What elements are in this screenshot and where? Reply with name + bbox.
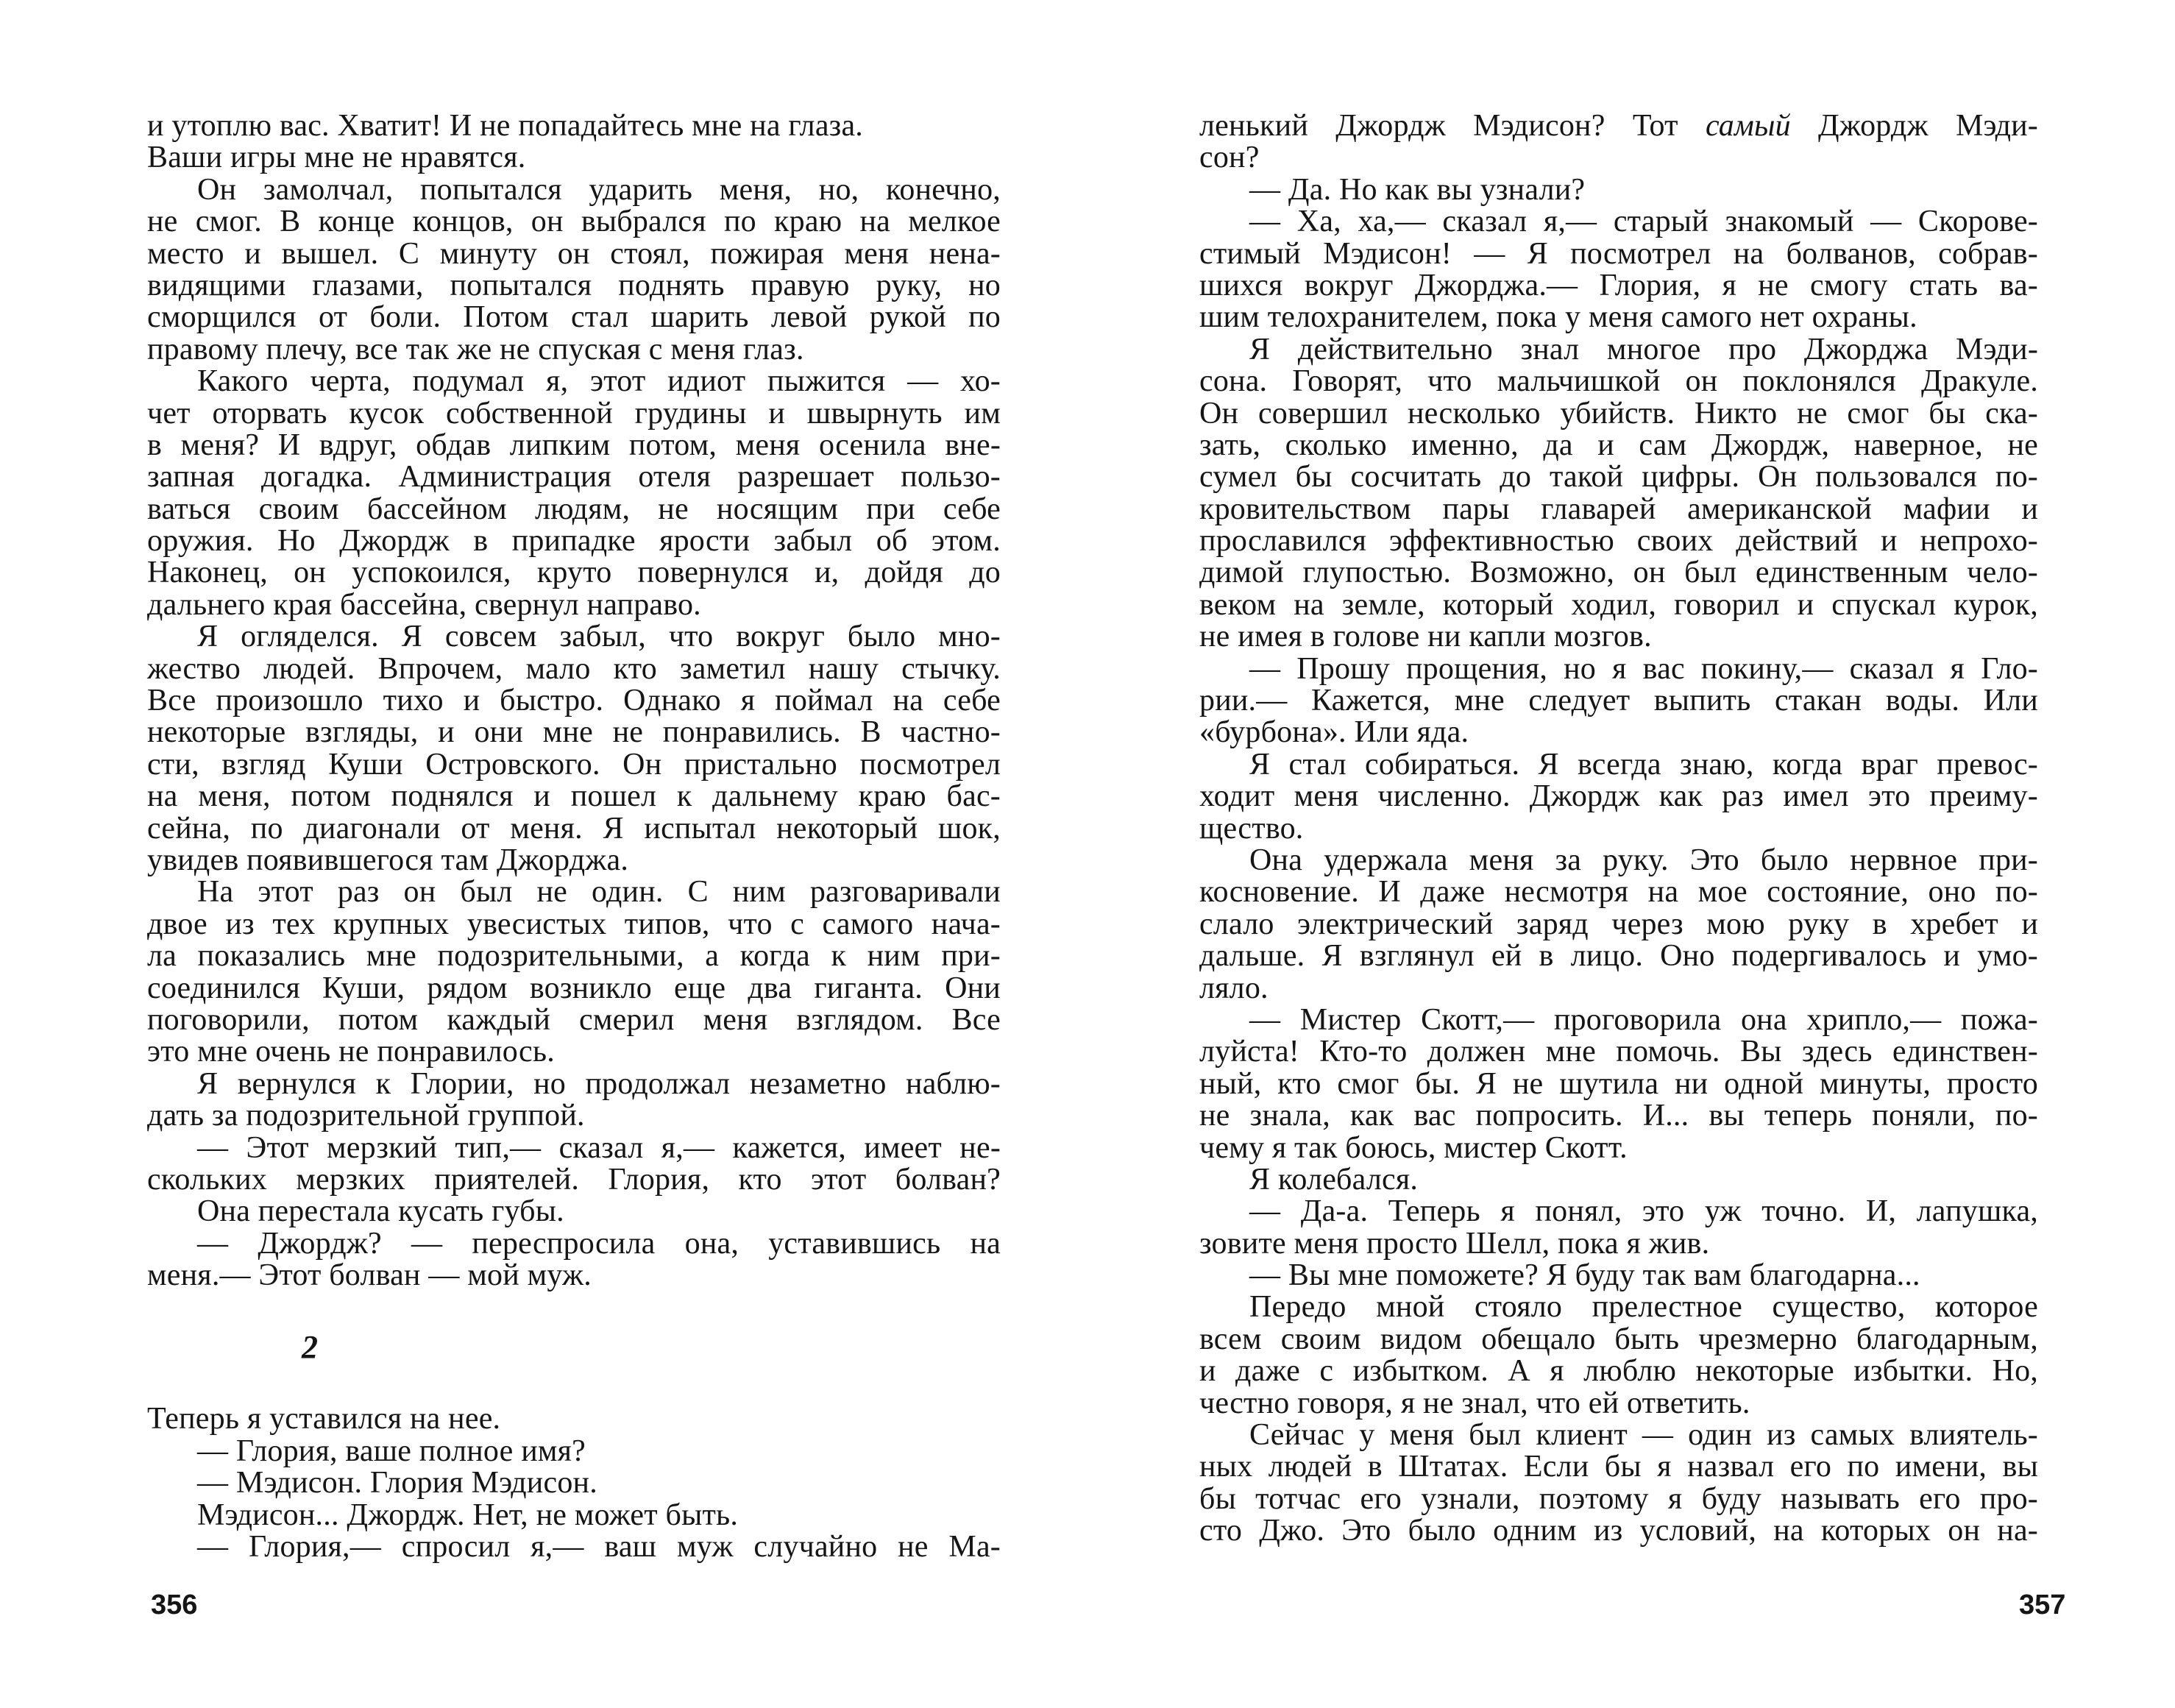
text-line: — Ха, ха,— сказал я,— старый знакомый — Скорове- xyxy=(1249,205,2038,239)
text-line: ляло. xyxy=(1199,971,1269,1005)
text-line: не смог. В конце концов, он выбрался по краю на мелкое xyxy=(147,205,1001,239)
text-line: Наконец, он успокоился, круто повернулся и, дойдя до xyxy=(147,556,1001,590)
text-line: ваться своим бассейном людям, не носящим при себе xyxy=(147,492,1001,526)
text-line: честно говоря, я не знал, что ей ответить. xyxy=(1199,1386,1750,1420)
text-line: — Вы мне поможете? Я буду так вам благодарна... xyxy=(1249,1258,1920,1293)
text-line: чет оторвать кусок собственной грудины и швырнуть им xyxy=(147,396,1001,430)
text-line: — Мэдисон. Глория Мэдисон. xyxy=(197,1466,597,1500)
text-line: кровительством пары главарей американской мафии и xyxy=(1199,492,2038,526)
text-line: ный, кто смог бы. Я не шутила ни одной минуты, просто xyxy=(1199,1066,2038,1101)
text-line: рии.— Кажется, мне следует выпить стакан воды. Или xyxy=(1199,684,2038,718)
right-text-column xyxy=(1199,110,2038,1548)
text-line: дать за подозрительной группой. xyxy=(147,1099,585,1133)
text-line: скольких мерзких приятелей. Глория, кто этот болван? xyxy=(147,1162,1001,1197)
text-line: Я огляделся. Я совсем забыл, что вокруг было мно- xyxy=(197,620,1001,654)
text-line: зовите меня просто Шелл, пока я жив. xyxy=(1199,1226,1710,1261)
spacer xyxy=(147,1386,1001,1403)
text-line: зать, сколько именно, да и сам Джордж, наверное, не xyxy=(1199,428,2038,462)
text-line: меня.— Этот болван — мой муж. xyxy=(147,1258,592,1293)
text-line: Сейчас у меня был клиент — один из самых влиятель- xyxy=(1249,1418,2038,1453)
text-line: запная догадка. Администрация отеля разрешает пользо- xyxy=(147,460,1001,495)
text-segment: Джордж Мэди- xyxy=(1790,109,2038,143)
text-line: сона. Говорят, что мальчишкой он поклонялся Дракуле. xyxy=(1199,364,2038,399)
text-line: Передо мной стояло прелестное существо, которое xyxy=(1249,1290,2038,1325)
right-page xyxy=(1088,0,2175,1708)
spacer xyxy=(147,1291,1001,1309)
text-line: это мне очень не понравилось. xyxy=(147,1035,555,1069)
text-line: соединился Куши, рядом возникло еще два гиганта. Они xyxy=(147,971,1001,1005)
page-number: 357 xyxy=(2019,1590,2066,1620)
text-line: щество. xyxy=(1199,811,1304,846)
text-line: чему я так боюсь, мистер Скотт. xyxy=(1199,1130,1628,1165)
text-line: бы тотчас его узнали, поэтому я буду называть его про- xyxy=(1199,1481,2038,1516)
text-line: сумел бы сосчитать до такой цифры. Он пользовался по- xyxy=(1199,460,2038,495)
text-line: и утоплю вас. Хватит! И не попадайтесь мне на глаза. xyxy=(147,109,863,143)
text-line: поговорили, потом каждый смерил меня взглядом. Все xyxy=(147,1002,1001,1037)
text-line: — Этот мерзкий тип,— сказал я,— кажется, имеет не- xyxy=(197,1130,1001,1165)
emphasized-word: самый xyxy=(1705,109,1791,143)
text-line: На этот раз он был не один. С ним разговаривали xyxy=(197,875,1001,910)
text-line: сто Джо. Это было одним из условий, на которых он на- xyxy=(1199,1514,2038,1548)
text-line: ходит меня численно. Джордж как раз имел это преиму- xyxy=(1199,779,2038,814)
text-line: дальнего края бассейна, свернул направо. xyxy=(147,587,701,622)
text-line: — Прошу прощения, но я вас покину,— сказал я Гло- xyxy=(1249,651,2038,686)
text-line: веком на земле, который ходил, говорил и спускал курок, xyxy=(1199,587,2038,622)
text-line: видящими глазами, попытался поднять правую руку, но xyxy=(147,268,1001,302)
text-line: и даже с избытком. А я люблю некоторые избытки. Но, xyxy=(1199,1354,2038,1389)
text-line: Я колебался. xyxy=(1249,1162,1419,1197)
text-line: некоторые взгляды, и они мне не понравились. В частно- xyxy=(147,715,1001,750)
text-line: оружия. Но Джордж в припадке ярости забыл об этом. xyxy=(147,524,1001,559)
text-line: «бурбона». Или яда. xyxy=(1199,715,1469,750)
text-line: Он замолчал, попытался ударить меня, но, конечно, xyxy=(197,172,1001,207)
text-line: место и вышел. С минуту он стоял, пожирая меня нена- xyxy=(147,236,1001,271)
text-line: ла показались мне подозрительными, а когда к ним при- xyxy=(147,939,1001,974)
text-line: Теперь я уставился на нее. xyxy=(147,1402,501,1436)
text-line: Какого черта, подумал я, этот идиот пыжится — хо- xyxy=(197,364,1001,399)
text-line: — Джордж? — переспросила она, уставившись на xyxy=(197,1226,1001,1261)
text-line: двое из тех крупных увесистых типов, что с самого нача- xyxy=(147,907,1001,941)
text-line: Мэдисон... Джордж. Нет, не может быть. xyxy=(197,1498,739,1532)
text-line: Она перестала кусать губы. xyxy=(197,1194,564,1229)
text-line: сморщился от боли. Потом стал шарить левой рукой по xyxy=(147,300,1001,335)
text-line: стимый Мэдисон! — Я посмотрел на болванов, собрав- xyxy=(1199,236,2038,271)
text-line: прославился эффективностью своих действий и непрохо- xyxy=(1199,524,2038,559)
text-line: — Глория, ваше полное имя? xyxy=(197,1434,586,1468)
chapter-number: 2 xyxy=(302,1329,319,1366)
text-line: — Да-а. Теперь я понял, это уж точно. И, лапушка, xyxy=(1249,1194,2038,1229)
text-line: дальше. Я взглянул ей в лицо. Оно подергивалось и умо- xyxy=(1199,939,2038,974)
text-line: Все произошло тихо и быстро. Однако я поймал на себе xyxy=(147,684,1001,718)
text-line: сон? xyxy=(1199,141,1260,175)
text-line xyxy=(1199,110,2038,142)
text-line: не знала, как вас попросить. И... вы теперь поняли, по- xyxy=(1199,1099,2038,1133)
text-line: Я стал собираться. Я всегда знаю, когда враг превос- xyxy=(1249,747,2038,782)
text-line: димой глупостью. Возможно, он был единственным чело- xyxy=(1199,556,2038,590)
page-number: 356 xyxy=(151,1590,198,1620)
text-line: — Да. Но как вы узнали? xyxy=(1249,172,1586,207)
text-line: шим телохранителем, пока у меня самого нет охраны. xyxy=(1199,300,1917,335)
text-line: луйста! Кто-то должен мне помочь. Вы здесь единствен- xyxy=(1199,1035,2038,1069)
left-text-column xyxy=(147,110,1001,1563)
text-line: Она удержала меня за руку. Это было нервное при- xyxy=(1249,843,2038,877)
text-line: ных людей в Штатах. Если бы я назвал его по имени, вы xyxy=(1199,1450,2038,1484)
text-line: косновение. И даже несмотря на мое состояние, оно по- xyxy=(1199,875,2038,910)
text-line: жество людей. Впрочем, мало кто заметил нашу стычку. xyxy=(147,651,1001,686)
text-line: сти, взгляд Куши Островского. Он пристально посмотрел xyxy=(147,747,1001,782)
text-line: сейна, по диагонали от меня. Я испытал некоторый шок, xyxy=(147,811,1001,846)
text-line: — Глория,— спросил я,— ваш муж случайно не Ма- xyxy=(197,1530,1001,1565)
text-line: — Мистер Скотт,— проговорила она хрипло,— пожа- xyxy=(1249,1002,2038,1037)
text-line: всем своим видом обещало быть чрезмерно благодарным, xyxy=(1199,1322,2038,1356)
text-line: Я вернулся к Глории, но продолжал незаметно наблю- xyxy=(197,1066,1001,1101)
text-line: слало электрический заряд через мою руку в хребет и xyxy=(1199,907,2038,941)
text-line: правому плечу, все так же не спуская с меня глаз. xyxy=(147,332,804,366)
text-line: увидев появившегося там Джорджа. xyxy=(147,843,629,877)
text-line: Ваши игры мне не нравятся. xyxy=(147,141,526,175)
text-line: в меня? И вдруг, обдав липким потом, меня осенила вне- xyxy=(147,428,1001,462)
text-line: Он совершил несколько убийств. Никто не смог бы ска- xyxy=(1199,396,2038,430)
text-line: шихся вокруг Джорджа.— Глория, я не смогу стать ва- xyxy=(1199,268,2038,302)
text-line: Я действительно знал многое про Джорджа Мэди- xyxy=(1249,332,2038,366)
text-line: не имея в голове ни капли мозгов. xyxy=(1199,620,1652,654)
text-line: на меня, потом поднялся и пошел к дальнему краю бас- xyxy=(147,779,1001,814)
text-segment: ленький Джордж Мэдисон? Тот xyxy=(1199,109,1706,143)
